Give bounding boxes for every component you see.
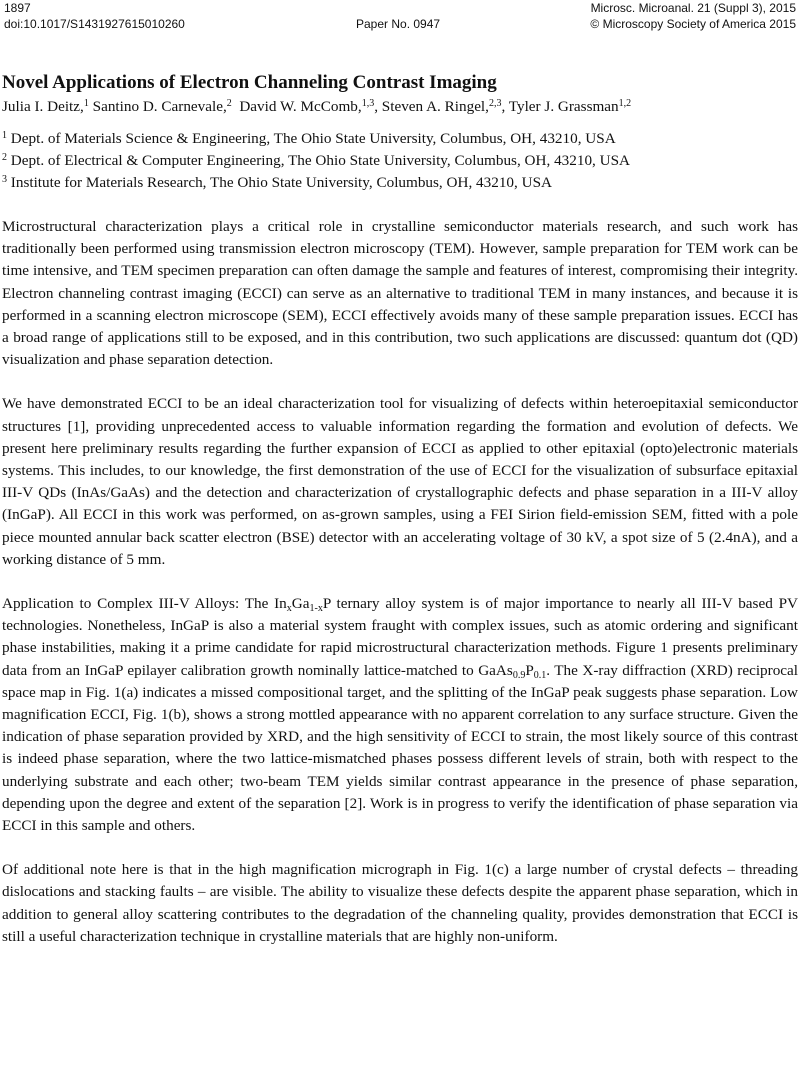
author-affiliation-mark: 2,3 (488, 98, 502, 109)
author-affiliation-mark: 1 (83, 98, 89, 109)
header-row-top (4, 0, 796, 16)
subscript: 0.1 (533, 669, 547, 681)
author: Julia I. Deitz, (2, 98, 84, 115)
affiliation (2, 128, 798, 150)
author: David W. McComb, (239, 98, 362, 115)
affiliation (2, 150, 798, 172)
affiliation-number: 2 (2, 152, 7, 163)
text-run: P (525, 661, 534, 679)
text-run: P ternary alloy system is of major importance to nearly all III-V based PV technologies. Nonetheless, InGaP is also a material system fraught with complex issues, such as atomic ordering and significant phase instabilities, making it a prime candidate for rapid microstructural characterization methods. Figure 1 presents preliminary data from an InGaP epilayer calibration growth nominally lattice-matched to GaAs (2, 595, 799, 679)
affiliation-number: 3 (2, 174, 7, 185)
subscript: 1-x (309, 603, 323, 615)
author-affiliation-mark: 2 (226, 98, 232, 109)
page-header (4, 0, 796, 32)
author-list: Julia I. Deitz,$^1$ Santino D. Carnevale,$^2$ David W. McComb,$^{1,3}$, Steven A. Ringel,$^{2,3}$, Tyler J. Grassman$^{1,2}$ (2, 98, 632, 115)
copyright: © Microscopy Society of America 2015 (590, 17, 796, 31)
subscript: x (286, 603, 292, 615)
text-run: Ga (291, 595, 310, 613)
affiliation-text: Dept. of Electrical & Computer Engineering, The Ohio State University, Columbus, OH, 43210, USA (10, 152, 631, 169)
paragraph-intro: Microstructural characterization plays a critical role in crystalline semiconductor materials research, and such work has traditionally been performed using transmission electron microscopy (TEM). However, sample preparation for TEM work can be time intensive, and TEM specimen preparation can often damage the sample and features of interest, compromising their integrity. Electron channeling contrast imaging (ECCI) can serve as an alternative to traditional TEM in many instances, and because it is performed in a scanning electron microscope (SEM), ECCI effectively avoids many of these sample preparation issues. ECCI has a broad range of applications still to be exposed, and in this contribution, two such applications are discussed: quantum dot (QD) visualization and phase separation detection. (2, 218, 798, 369)
affiliation-list (2, 128, 798, 194)
subscript: 0.9 (512, 669, 526, 681)
author-affiliation-mark: 1,2 (618, 98, 632, 109)
author: Tyler J. Grassman (508, 98, 619, 115)
journal-citation: Microsc. Microanal. 21 (Suppl 3), 2015 (590, 1, 796, 15)
paragraph-defects: Of additional note here is that in the high magnification micrograph in Fig. 1(c) a large number of crystal defects – threading dislocations and stacking faults – are visible. The ability to visualize these defects despite the apparent phase separation, which in addition to general alloy scattering contributes to the degradation of the channeling quality, provides demonstration that ECCI is still a useful characterization technique in crystalline materials that are highly non-uniform. (2, 861, 798, 945)
affiliation-text: Institute for Materials Research, The Ohio State University, Columbus, OH, 43210, USA (10, 174, 552, 191)
paper-body (2, 70, 798, 970)
page-number: 1897 (4, 1, 31, 15)
author: Santino D. Carnevale, (92, 98, 227, 115)
doi[interactable]: doi:10.1017/S1431927615010260 (4, 17, 185, 31)
text-run: Application to Complex III-V Alloys: The In (2, 595, 287, 613)
affiliation-text: Dept. of Materials Science & Engineering, The Ohio State University, Columbus, OH, 43210, USA (10, 130, 616, 147)
paper-title: Novel Applications of Electron Channeling Contrast Imaging (2, 72, 497, 93)
paper-number: Paper No. 0947 (356, 17, 441, 31)
author-affiliation-mark: 1,3 (361, 98, 375, 109)
paragraph-demonstration: We have demonstrated ECCI to be an ideal characterization tool for visualizing of defects within heteroepitaxial semiconductor structures [1], providing unprecedented access to valuable information regarding the formation and evolution of defects. We present here preliminary results regarding the further expansion of ECCI as applied to other epitaxial (opto)electronic materials systems. This includes, to our knowledge, the first demonstration of the use of ECCI for the visualization of subsurface epitaxial III-V QDs (InAs/GaAs) and the detection and characterization of crystallographic defects and phase separation in a III-V alloy (InGaP). All ECCI in this work was performed, on as-grown samples, using a FEI Sirion field-emission SEM, fitted with a pole piece mounted annular back scatter electron (BSE) detector with an accelerating voltage of 30 kV, a spot size of 5 (2.4nA), and a working distance of 5 mm. (2, 395, 798, 568)
text-run: . The X-ray diffraction (XRD) reciprocal space map in Fig. 1(a) indicates a missed compositional target, and the splitting of the InGaP peak suggests phase separation. Low magnification ECCI, Fig. 1(b), shows a strong mottled appearance with no apparent correlation to any surface structure. Given the indication of phase separation provided by XRD, and the high sensitivity of ECCI to strain, the most likely source of this contrast is indeed phase separation, where the two lattice-mismatched phases possess different levels of strain, both with respect to the underlying substrate and each other; two-beam TEM yields similar contrast appearance in the presence of phase separation, depending upon the degree and extent of the separation [2]. Work is in progress to verify the identification of phase separation via ECCI in this sample and others. (2, 661, 798, 835)
paragraph-alloys (2, 593, 798, 837)
affiliation (2, 172, 798, 194)
author: Steven A. Ringel, (381, 98, 489, 115)
affiliation-number: 1 (2, 130, 7, 141)
